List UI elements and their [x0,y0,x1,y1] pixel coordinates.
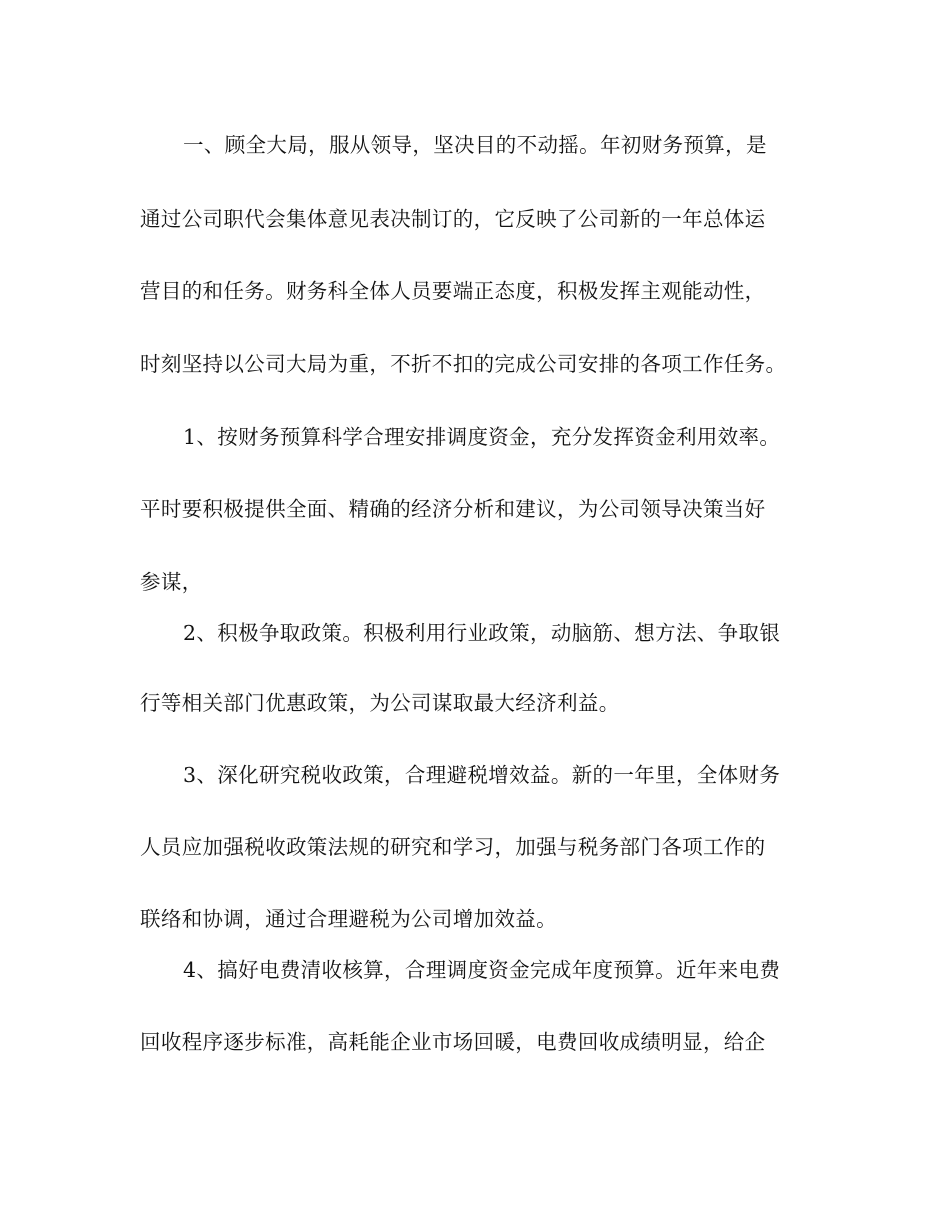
paragraph-1-line-3: 营目的和任务。财务科全体人员要端正态度，积极发挥主观能动性， [140,279,766,303]
item-4-line-2: 回收程序逐步标准，高耗能企业市场回暖，电费回收成绩明显，给企 [140,1030,766,1054]
item-1-line-1: 1、按财务预算科学合理安排调度资金，充分发挥资金利用效率。 [183,425,781,449]
paragraph-1-line-2: 通过公司职代会集体意见表决制订的，它反映了公司新的一年总体运 [140,207,766,231]
paragraph-1-line-1: 一、顾全大局，服从领导，坚决目的不动摇。年初财务预算，是 [183,133,767,157]
item-4-line-1: 4、搞好电费清收核算，合理调度资金完成年度预算。近年来电费 [183,958,781,982]
item-3-line-1: 3、深化研究税收政策，合理避税增效益。新的一年里，全体财务 [183,763,781,787]
item-3-line-3: 联络和协调，通过合理避税为公司增加效益。 [140,907,557,931]
item-2-line-2: 行等相关部门优惠政策，为公司谋取最大经济利益。 [140,691,620,715]
item-2-line-1: 2、积极争取政策。积极利用行业政策，动脑筋、想方法、争取银 [183,621,781,645]
item-1-line-3: 参谋， [140,570,203,594]
item-3-line-2: 人员应加强税收政策法规的研究和学习，加强与税务部门各项工作的 [140,835,766,859]
item-1-line-2: 平时要积极提供全面、精确的经济分析和建议，为公司领导决策当好 [140,497,766,521]
paragraph-1-line-4: 时刻坚持以公司大局为重，不折不扣的完成公司安排的各项工作任务。 [140,352,787,376]
